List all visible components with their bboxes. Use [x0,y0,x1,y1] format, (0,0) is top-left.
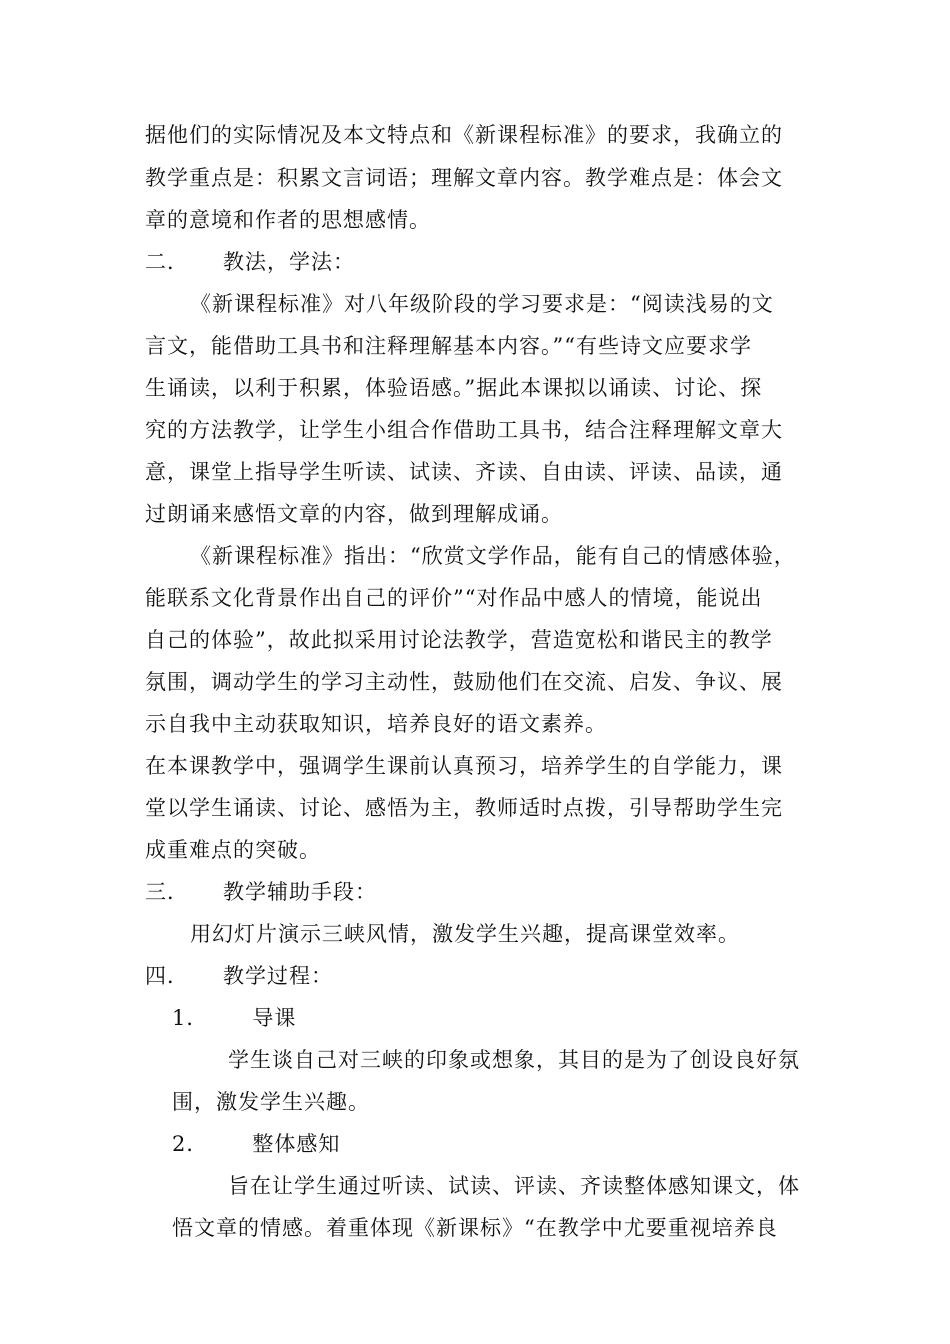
paragraph-line: 教学重点是：积累文言词语；理解文章内容。教学难点是：体会文 [145,166,783,190]
paragraph-line: 示自我中主动获取知识，培养良好的语文素养。 [145,712,607,736]
paragraph-line: 氛围，调动学生的学习主动性，鼓励他们在交流、启发、争议、展 [145,670,783,694]
paragraph-line: 学生谈自己对三峡的印象或想象，其目的是为了创设良好氛 [228,1048,800,1072]
step-number: 2． [172,1132,209,1156]
paragraph-line: 能联系文化背景作出自己的评价”“对作品中感人的情境，能说出 [145,586,763,610]
paragraph-line: 在本课教学中，强调学生课前认真预习，培养学生的自学能力，课 [145,754,783,778]
paragraph-line: 用幻灯片演示三峡风情，激发学生兴趣，提高课堂效率。 [190,922,740,946]
step-heading-1 [172,1004,296,1032]
section-number: 三． [145,880,189,904]
paragraph-line: 过朗诵来感悟文章的内容，做到理解成诵。 [145,502,563,526]
section-title: 教法，学法： [223,250,355,274]
section-heading-2 [145,248,355,276]
paragraph-line: 自己的体验”，故此拟采用讨论法教学，营造宽松和谐民主的教学 [145,628,773,652]
paragraph-line: 意，课堂上指导学生听读、试读、齐读、自由读、评读、品读，通 [145,460,783,484]
paragraph-line: 言文，能借助工具书和注释理解基本内容。”“有些诗文应要求学 [145,334,752,358]
section-heading-3 [145,878,377,906]
section-heading-4 [145,962,333,990]
paragraph-line: 悟文章的情感。着重体现《新课标》“在教学中尤要重视培养良 [172,1216,778,1240]
paragraph-line: 究的方法教学，让学生小组合作借助工具书，结合注释理解文章大 [145,418,783,442]
section-number: 四． [145,964,189,988]
section-title: 教学过程： [223,964,333,988]
paragraph-line: 成重难点的突破。 [145,838,321,862]
paragraph-line: 旨在让学生通过听读、试读、评读、齐读整体感知课文，体 [228,1174,800,1198]
paragraph-line: 围，激发学生兴趣。 [172,1090,370,1114]
paragraph-line: 堂以学生诵读、讨论、感悟为主，教师适时点拨，引导帮助学生完 [145,796,783,820]
section-number: 二． [145,250,189,274]
step-number: 1． [172,1006,209,1030]
step-title: 整体感知 [252,1132,341,1156]
paragraph-line: 据他们的实际情况及本文特点和《新课程标准》的要求，我确立的 [145,123,783,147]
step-title: 导课 [252,1006,297,1030]
paragraph-line: 生诵读，以利于积累，体验语感。”据此本课拟以诵读、讨论、探 [145,376,763,400]
paragraph-line: 章的意境和作者的思想感情。 [145,208,431,232]
step-heading-2 [172,1130,340,1158]
paragraph-line: 《新课程标准》指出：“欣赏文学作品，能有自己的情感体验， [190,544,796,568]
section-title: 教学辅助手段： [223,880,377,904]
paragraph-line: 《新课程标准》对八年级阶段的学习要求是：“阅读浅易的文 [190,292,774,316]
